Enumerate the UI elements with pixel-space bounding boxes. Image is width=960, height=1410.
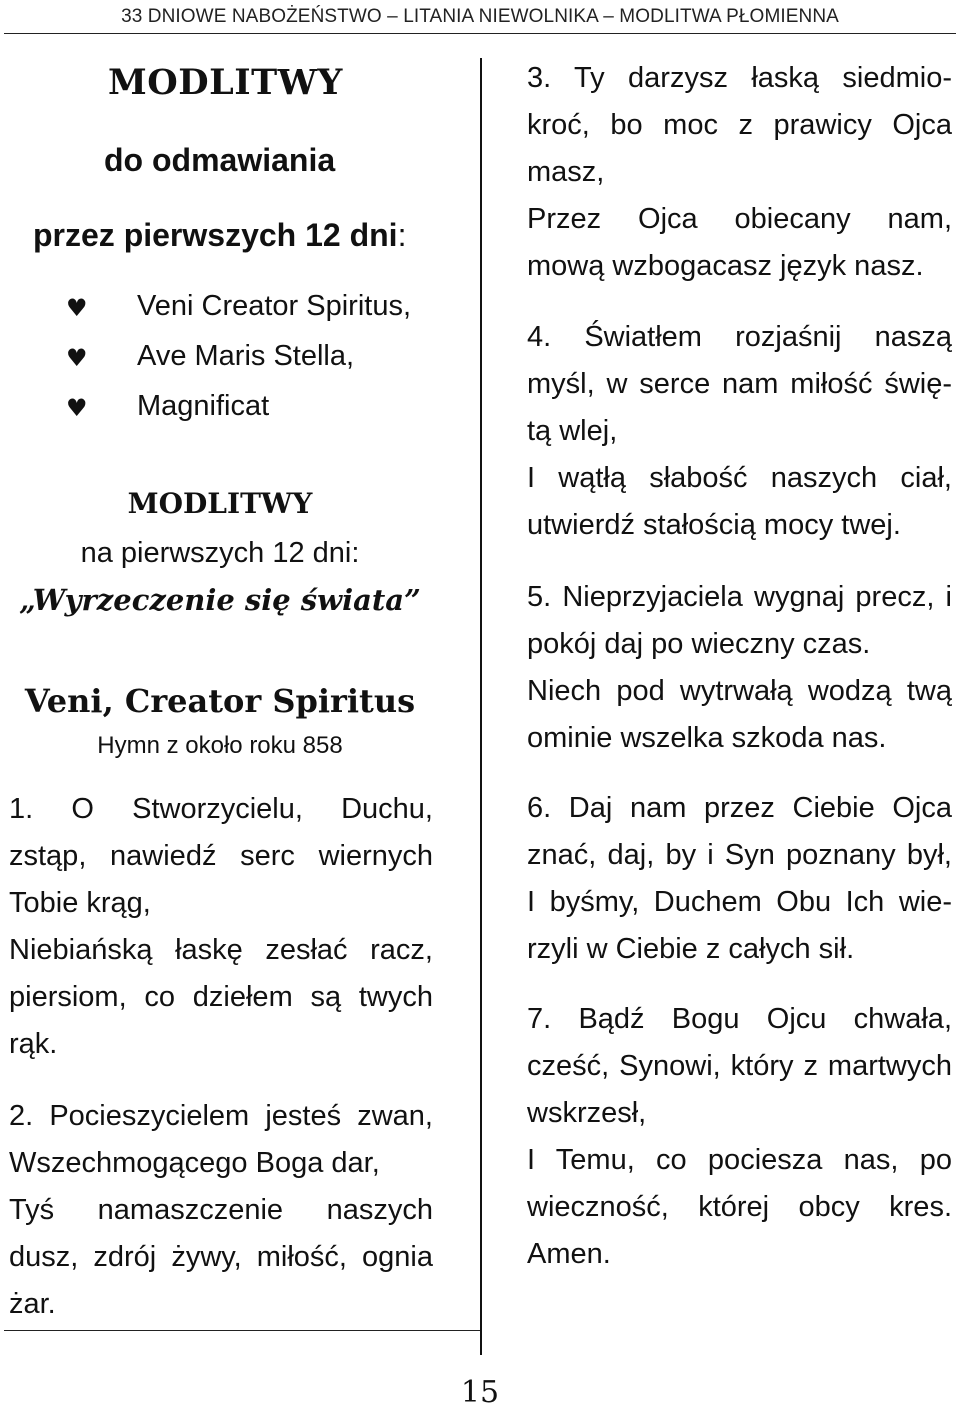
stanza-line: pokój daj po wieczny czas. — [527, 628, 871, 660]
stanza-line: utwierdź stałością mocy twej. — [527, 509, 901, 541]
heart-icon: ♥ — [66, 294, 88, 322]
hymn-subtitle: Hymn z około roku 858 — [97, 732, 343, 759]
heart-icon: ♥ — [66, 394, 88, 422]
list-item-label: Magnificat — [137, 390, 270, 422]
stanza-line: 4. Światłem rozjaśnij naszą — [527, 321, 952, 353]
stanza-line: Niech pod wytrwałą wodzą twą — [527, 675, 952, 707]
stanza-line: tą wlej, — [527, 415, 618, 447]
stanza-4 — [527, 314, 952, 549]
header-rule — [4, 33, 956, 34]
list-item-label: Veni Creator Spiritus, — [137, 290, 412, 322]
stanza-7 — [527, 996, 952, 1278]
list-item — [0, 338, 440, 388]
stanza-line: wskrzesł, — [527, 1097, 647, 1129]
stanza-line: masz, — [527, 156, 605, 188]
stanza-line: dusz, zdrój żywy, miłość, ognia — [9, 1241, 433, 1273]
stanza-line: I Temu, co pociesza nas, po — [527, 1144, 952, 1176]
section-quote: „Wyrzeczenie się świata” — [19, 583, 421, 617]
stanza-line: 3. Ty darzysz łaską siedmio- — [527, 62, 952, 94]
stanza-5 — [527, 574, 952, 762]
stanza-6 — [527, 785, 952, 973]
list-item — [0, 288, 440, 338]
stanza-line: Niebiańską łaskę zesłać racz, — [9, 934, 433, 966]
stanza-line: I byśmy, Duchem Obu Ich wie- — [527, 886, 952, 918]
stanza-line: 7. Bądź Bogu Ojcu chwała, — [527, 1003, 952, 1035]
stanza-line: 2. Pocieszycielem jesteś zwan, — [9, 1100, 433, 1132]
stanza-line: Tyś namaszczenie naszych — [9, 1194, 433, 1226]
stanza-line: 1. O Stworzycielu, Duchu, — [9, 793, 433, 825]
stanza-line: zstąp, nawiedź serc wiernych — [9, 840, 433, 872]
stanza-line: I wątłą słabość naszych ciał, — [527, 462, 952, 494]
stanza-line: kroć, bo moc z prawicy Ojca — [527, 109, 952, 141]
left-bottom-rule — [4, 1330, 480, 1331]
list-item-label: Ave Maris Stella, — [137, 340, 355, 372]
title-do-odmawiania: do odmawiania — [104, 142, 336, 178]
stanza-line: mową wzbogacasz język nasz. — [527, 250, 924, 282]
stanza-line: Wszechmogącego Boga dar, — [9, 1147, 380, 1179]
stanza-line: rąk. — [9, 1028, 58, 1060]
heart-icon: ♥ — [66, 344, 88, 372]
stanza-line: rzyli w Ciebie z całych sił. — [527, 933, 855, 965]
prayer-list — [0, 288, 440, 438]
stanza-line: Przez Ojca obiecany nam, — [527, 203, 952, 235]
title-12-dni-bold: przez pierwszych 12 dni — [33, 217, 398, 253]
stanza-line: żar. — [9, 1288, 56, 1320]
stanza-line: znać, daj, by i Syn poznany był, — [527, 839, 952, 871]
stanza-line: myśl, w serce nam miłość świę- — [527, 368, 952, 400]
stanza-line: cześć, Synowi, który z martwych — [527, 1050, 952, 1082]
stanza-line: Amen. — [527, 1238, 611, 1270]
running-header: 33 DNIOWE NABOŻEŃSTWO – LITANIA NIEWOLNIKA – MODLITWA PŁOMIENNA — [121, 6, 839, 27]
section-title: MODLITWY — [127, 487, 313, 520]
stanza-line: Tobie krąg, — [9, 887, 151, 919]
stanza-2 — [9, 1093, 433, 1328]
title-modlitwy: MODLITWY — [108, 62, 343, 103]
stanza-line: wieczność, której obcy kres. — [527, 1191, 952, 1223]
section-subtitle: na pierwszych 12 dni: — [80, 537, 360, 569]
stanza-line: piersiom, co dziełem są twych — [9, 981, 433, 1013]
stanza-line: 6. Daj nam przez Ciebie Ojca — [527, 792, 952, 824]
list-item — [0, 388, 440, 438]
page-number: 15 — [460, 1375, 500, 1410]
stanza-line: 5. Nieprzyjaciela wygnaj precz, i — [527, 581, 952, 613]
stanza-3 — [527, 55, 952, 290]
title-12-dni-colon: : — [397, 217, 407, 253]
hymn-title: Veni, Creator Spiritus — [24, 682, 416, 720]
title-12-dni — [33, 215, 406, 255]
column-divider — [480, 58, 482, 1355]
stanza-line: ominie wszelka szkoda nas. — [527, 722, 887, 754]
stanza-1 — [9, 786, 433, 1068]
